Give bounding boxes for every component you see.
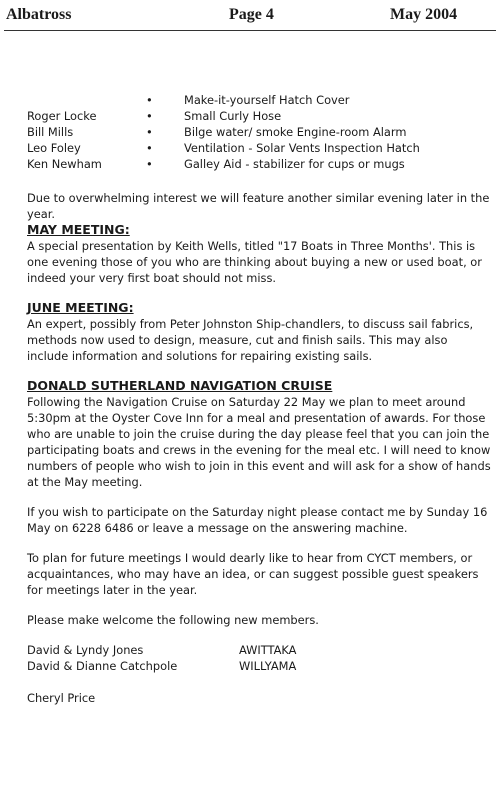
spacer	[27, 182, 492, 190]
project-member-name: Ken Newham	[27, 157, 102, 171]
project-item	[27, 140, 492, 156]
issue-date: May 2004	[390, 6, 458, 23]
project-item	[27, 92, 492, 108]
project-item	[27, 124, 492, 140]
single-member-name: Cheryl Price	[27, 691, 96, 705]
project-description: Make-it-yourself Hatch Cover	[184, 93, 350, 107]
spacer	[27, 364, 492, 378]
member-name: David & Lyndy Jones	[27, 643, 144, 657]
may-meeting-text: A special presentation by Keith Wells, titled "17 Boats in Three Months'. This is one evening those of you who are thinking about buying a new or used boat, or indeed your very first boat should not miss.	[27, 239, 482, 285]
member-row	[27, 658, 492, 674]
bullet-icon: •	[146, 93, 153, 107]
boat-name: AWITTAKA	[239, 643, 297, 657]
page-body	[27, 92, 492, 706]
page-number: Page 4	[229, 6, 274, 23]
new-members-list	[27, 642, 492, 676]
project-description: Bilge water/ smoke Engine-room Alarm	[184, 125, 407, 139]
project-item	[27, 156, 492, 172]
project-item	[27, 108, 492, 124]
boat-name: WILLYAMA	[239, 659, 297, 673]
contact-paragraph: If you wish to participate on the Saturday night please contact me by Sunday 16 May on 6228 6486 or leave a message on the answering machine.	[27, 505, 488, 535]
project-description: Small Curly Hose	[184, 109, 282, 123]
spacer	[27, 536, 492, 550]
spacer	[27, 598, 492, 612]
project-member-name: Leo Foley	[27, 141, 81, 155]
may-meeting-heading: MAY MEETING:	[27, 222, 130, 237]
bullet-icon: •	[146, 109, 153, 123]
project-description: Galley Aid - stabilizer for cups or mugs	[184, 157, 405, 171]
future-meetings-paragraph: To plan for future meetings I would dearly like to hear from CYCT members, or acquaintances, who may have an idea, or can suggest possible guest speakers for meetings later in the year.	[27, 551, 479, 597]
spacer	[27, 286, 492, 300]
bullet-icon: •	[146, 157, 153, 171]
intro-paragraph: Due to overwhelming interest we will feature another similar evening later in the year.	[27, 191, 490, 221]
project-member-name: Roger Locke	[27, 109, 97, 123]
cruise-text: Following the Navigation Cruise on Saturday 22 May we plan to meet around 5:30pm at the Oyster Cove Inn for a meal and presentation of awards. For those who are unable to join the cruise during the day please feel that you can join the participating boats and crews in the evening for the meal etc. I will need to know numbers of people who wish to join in this event and will ask for a show of hands at the May meeting.	[27, 395, 491, 489]
june-meeting-heading: JUNE MEETING:	[27, 300, 134, 315]
cruise-heading: DONALD SUTHERLAND NAVIGATION CRUISE	[27, 378, 333, 393]
project-member-name: Bill Mills	[27, 125, 74, 139]
spacer	[27, 490, 492, 504]
member-row	[27, 642, 492, 658]
projects-list	[27, 92, 492, 172]
header-rule	[4, 30, 496, 31]
bullet-icon: •	[146, 141, 153, 155]
bullet-icon: •	[146, 125, 153, 139]
spacer	[27, 676, 492, 690]
welcome-paragraph: Please make welcome the following new members.	[27, 613, 319, 627]
member-name: David & Dianne Catchpole	[27, 659, 178, 673]
june-meeting-text: An expert, possibly from Peter Johnston Ship-chandlers, to discuss sail fabrics, methods now used to design, measure, cut and finish sails. This may also include information and solutions for repairing existing sails.	[27, 317, 474, 363]
page-header	[0, 0, 500, 30]
newsletter-title: Albatross	[6, 6, 72, 23]
project-description: Ventilation - Solar Vents Inspection Hatch	[184, 141, 420, 155]
